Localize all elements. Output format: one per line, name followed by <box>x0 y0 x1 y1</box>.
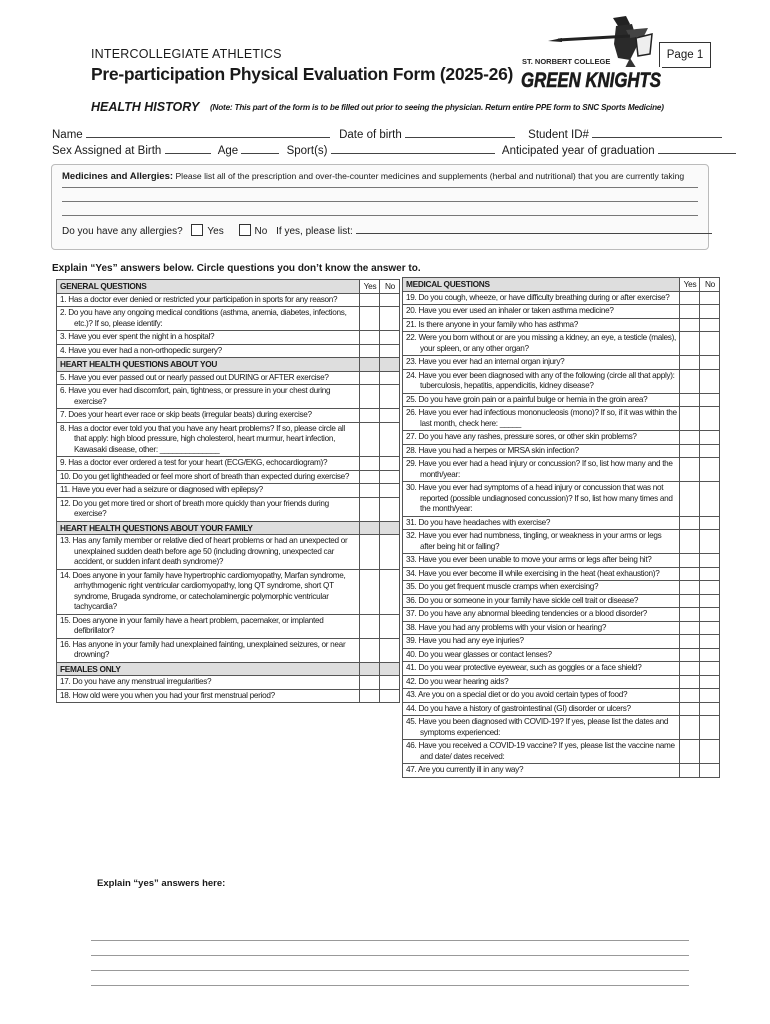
student-id-field[interactable] <box>592 137 722 138</box>
no-answer-cell[interactable] <box>380 457 400 471</box>
yes-answer-cell[interactable] <box>680 458 700 482</box>
question-row <box>57 409 400 423</box>
yes-answer-cell[interactable] <box>680 689 700 703</box>
logo-main-text: GREEN KNIGHTS <box>521 69 661 92</box>
no-answer-cell[interactable] <box>700 444 720 458</box>
no-answer-cell[interactable] <box>700 764 720 778</box>
no-answer-cell[interactable] <box>380 484 400 498</box>
question-text: 47. Are you currently ill in any way? <box>406 765 524 774</box>
header-blank-cell <box>360 521 380 535</box>
dob-field[interactable] <box>405 137 515 138</box>
yes-answer-cell[interactable] <box>680 393 700 407</box>
page-number: Page 1 <box>659 42 711 68</box>
no-answer-cell[interactable] <box>380 331 400 345</box>
logo-top-text: ST. NORBERT COLLEGE <box>522 57 611 66</box>
question-text: 43. Are you on a special diet or do you avoid certain types of food? <box>406 690 628 699</box>
section-header-label: GENERAL QUESTIONS <box>60 281 147 291</box>
section-header-row <box>403 278 720 292</box>
no-answer-cell[interactable] <box>380 535 400 570</box>
allergy-yes-checkbox[interactable] <box>191 224 203 236</box>
question-row <box>403 621 720 635</box>
question-row <box>57 293 400 307</box>
yes-answer-cell[interactable] <box>360 638 380 662</box>
header-blank-cell <box>380 521 400 535</box>
yes-answer-cell[interactable] <box>360 535 380 570</box>
section-header-row <box>57 280 400 294</box>
yes-answer-cell[interactable] <box>680 621 700 635</box>
green-knights-logo <box>518 14 664 92</box>
question-text: 19. Do you cough, wheeze, or have difficulty breathing during or after exercise? <box>406 292 670 302</box>
question-row <box>403 516 720 530</box>
no-answer-cell[interactable] <box>380 676 400 690</box>
question-text: 18. How old were you when you had your first menstrual period? <box>60 690 275 700</box>
graduation-label: Anticipated year of graduation <box>501 145 655 157</box>
no-answer-cell[interactable] <box>380 614 400 638</box>
question-row <box>403 689 720 703</box>
explain-line[interactable] <box>91 970 689 971</box>
yes-answer-cell[interactable] <box>680 764 700 778</box>
question-row <box>403 675 720 689</box>
yes-answer-cell[interactable] <box>360 422 380 457</box>
yes-answer-cell[interactable] <box>680 675 700 689</box>
explain-line[interactable] <box>91 985 689 986</box>
left-questions-table <box>56 279 400 703</box>
question-row <box>57 689 400 703</box>
question-text: 5. Have you ever passed out or nearly passed out DURING or AFTER exercise? <box>60 372 329 382</box>
header-blank-cell <box>380 662 400 676</box>
question-row <box>57 484 400 498</box>
question-row <box>403 594 720 608</box>
question-row <box>403 393 720 407</box>
medicines-label: Medicines and Allergies: <box>62 171 174 182</box>
question-text: 17. Do you have any menstrual irregularities? <box>60 677 212 686</box>
question-row <box>403 318 720 332</box>
no-column-header: No <box>700 278 720 292</box>
allergy-no-label: No <box>254 226 268 237</box>
no-answer-cell[interactable] <box>380 497 400 521</box>
no-answer-cell[interactable] <box>380 422 400 457</box>
question-row <box>403 305 720 319</box>
medicines-instructions: Please list all of the prescription and over-the-counter medicines and supplements (herbal and nutritional) that you are currently taking <box>175 171 685 181</box>
question-row <box>403 554 720 568</box>
sex-field[interactable] <box>165 153 211 154</box>
yes-answer-cell[interactable] <box>680 332 700 356</box>
allergy-question: Do you have any allergies? <box>62 226 183 237</box>
no-answer-cell[interactable] <box>700 648 720 662</box>
yes-answer-cell[interactable] <box>680 305 700 319</box>
question-row <box>57 457 400 471</box>
question-text: 29. Have you ever had a head injury or concussion? If so, list how many and the month/year: <box>406 459 673 479</box>
yes-answer-cell[interactable] <box>680 662 700 676</box>
section-header-label: FEMALES ONLY <box>60 663 121 674</box>
question-row <box>403 581 720 595</box>
no-answer-cell[interactable] <box>700 318 720 332</box>
no-answer-cell[interactable] <box>700 675 720 689</box>
question-text: 22. Were you born without or are you missing a kidney, an eye, a testicle (males), your spleen, or any other organ? <box>406 333 676 353</box>
yes-answer-cell[interactable] <box>680 702 700 716</box>
student-id-label: Student ID# <box>528 129 589 141</box>
no-answer-cell[interactable] <box>380 293 400 307</box>
question-text: 20. Have you ever used an inhaler or taken asthma medicine? <box>406 306 614 315</box>
question-row <box>403 716 720 740</box>
question-text: 12. Do you get more tired or short of breath more quickly than your friends during exercise? <box>60 498 329 518</box>
form-title: Pre-participation Physical Evaluation Form (2025-26) <box>91 64 514 84</box>
no-answer-cell[interactable] <box>700 458 720 482</box>
question-row <box>57 344 400 358</box>
question-row <box>403 369 720 393</box>
yes-column-header: Yes <box>360 280 380 294</box>
age-label: Age <box>217 145 239 157</box>
question-row <box>403 635 720 649</box>
medicine-line[interactable] <box>62 187 698 188</box>
yes-answer-cell[interactable] <box>680 318 700 332</box>
no-answer-cell[interactable] <box>700 621 720 635</box>
question-row <box>57 371 400 385</box>
yes-answer-cell[interactable] <box>360 689 380 703</box>
question-text: 39. Have you had any eye injuries? <box>406 636 524 645</box>
yes-answer-cell[interactable] <box>680 608 700 622</box>
identity-row-2 <box>52 145 736 157</box>
sports-label: Sport(s) <box>286 145 328 157</box>
question-row <box>403 291 720 305</box>
question-text: 4. Have you ever had a non-orthopedic surgery? <box>60 345 222 355</box>
question-text: 33. Have you ever been unable to move your arms or legs after being hit? <box>406 555 652 564</box>
right-questions-table <box>402 277 720 778</box>
no-answer-cell[interactable] <box>700 567 720 581</box>
header-blank-cell <box>360 662 380 676</box>
no-answer-cell[interactable] <box>700 702 720 716</box>
medicines-heading <box>62 171 684 182</box>
question-row <box>403 530 720 554</box>
no-answer-cell[interactable] <box>380 385 400 409</box>
question-row <box>403 740 720 764</box>
question-text: 3. Have you ever spent the night in a hospital? <box>60 332 215 341</box>
question-row <box>403 407 720 431</box>
yes-answer-cell[interactable] <box>360 331 380 345</box>
question-row <box>57 470 400 484</box>
yes-answer-cell[interactable] <box>680 431 700 445</box>
question-text: 6. Have you ever had discomfort, pain, tightness, or pressure in your chest during exercise? <box>60 386 331 406</box>
question-row <box>57 535 400 570</box>
explain-yes-label: Explain “yes” answers here: <box>97 878 226 889</box>
question-row <box>57 569 400 614</box>
question-row <box>57 638 400 662</box>
section-header-label: HEART HEALTH QUESTIONS ABOUT YOU <box>60 359 218 369</box>
no-answer-cell[interactable] <box>700 369 720 393</box>
question-text: 35. Do you get frequent muscle cramps when exercising? <box>406 582 599 591</box>
graduation-field[interactable] <box>658 153 736 154</box>
question-text: 37. Do you have any abnormal bleeding tendencies or a blood disorder? <box>406 609 648 618</box>
no-answer-cell[interactable] <box>380 638 400 662</box>
section-note: (Note: This part of the form is to be filled out prior to seeing the physician. Return entire PPE form to SNC Sports Medicine) <box>210 103 664 112</box>
no-answer-cell[interactable] <box>700 689 720 703</box>
no-answer-cell[interactable] <box>700 431 720 445</box>
question-text: 46. Have you received a COVID-19 vaccine? If yes, please list the vaccine name and date/ dates received: <box>406 741 675 761</box>
no-answer-cell[interactable] <box>380 371 400 385</box>
yes-column-header: Yes <box>680 278 700 292</box>
section-title: HEALTH HISTORY <box>91 100 200 114</box>
question-row <box>57 676 400 690</box>
question-text: 8. Has a doctor ever told you that you have any heart problems? If so, please circle all that apply: high blood pressure, high cholesterol, heart murmur, heart infection, Kawasaki disease, other: ______________ <box>60 423 345 454</box>
question-row <box>57 422 400 457</box>
no-answer-cell[interactable] <box>700 393 720 407</box>
yes-answer-cell[interactable] <box>360 470 380 484</box>
no-answer-cell[interactable] <box>700 516 720 530</box>
question-text: 2. Do you have any ongoing medical conditions (asthma, anemia, diabetes, infections, etc.)? If so, please identify: <box>60 308 347 328</box>
question-row <box>403 608 720 622</box>
no-answer-cell[interactable] <box>380 689 400 703</box>
yes-answer-cell[interactable] <box>360 385 380 409</box>
question-text: 32. Have you ever had numbness, tingling, or weakness in your arms or legs after being hit or falling? <box>406 531 662 551</box>
no-answer-cell[interactable] <box>380 307 400 331</box>
no-answer-cell[interactable] <box>700 581 720 595</box>
no-answer-cell[interactable] <box>700 356 720 370</box>
question-text: 16. Has anyone in your family had unexplained fainting, unexplained seizures, or near drowning? <box>60 639 346 659</box>
question-row <box>403 662 720 676</box>
yes-answer-cell[interactable] <box>680 516 700 530</box>
sex-label: Sex Assigned at Birth <box>52 145 162 157</box>
question-row <box>403 702 720 716</box>
question-text: 28. Have you had a herpes or MRSA skin infection? <box>406 445 579 455</box>
question-text: 27. Do you have any rashes, pressure sores, or other skin problems? <box>406 432 637 441</box>
allergy-list-field[interactable] <box>356 233 712 234</box>
question-row <box>403 482 720 517</box>
question-text: 26. Have you ever had infectious mononucleosis (mono)? If so, if it was within the last month, check here: _____ <box>406 408 677 428</box>
question-text: 1. Has a doctor ever denied or restricted your participation in sports for any reason? <box>60 294 338 304</box>
yes-answer-cell[interactable] <box>360 293 380 307</box>
question-row <box>57 307 400 331</box>
explain-instructions: Explain “Yes” answers below. Circle questions you don’t know the answer to. <box>52 263 421 274</box>
no-answer-cell[interactable] <box>380 409 400 423</box>
yes-answer-cell[interactable] <box>360 307 380 331</box>
question-text: 10. Do you get lightheaded or feel more short of breath than expected during exercise? <box>60 471 350 481</box>
question-text: 7. Does your heart ever race or skip beats (irregular beats) during exercise? <box>60 410 312 419</box>
sports-field[interactable] <box>331 153 495 154</box>
question-text: 24. Have you ever been diagnosed with any of the following (circle all that apply): tuberculosis, hepatitis, appendicitis, kidney disease? <box>406 370 675 390</box>
question-row <box>403 332 720 356</box>
yes-answer-cell[interactable] <box>680 567 700 581</box>
question-text: 30. Have you ever had symptoms of a head injury or concussion that was not reported (possible undiagnosed concussion)? If so, list how many times and the month/year: <box>406 483 673 513</box>
section-header-row <box>57 662 400 676</box>
no-answer-cell[interactable] <box>700 635 720 649</box>
no-answer-cell[interactable] <box>700 332 720 356</box>
identity-row-1 <box>52 129 722 141</box>
question-text: 25. Do you have groin pain or a painful bulge or hernia in the groin area? <box>406 394 648 404</box>
no-answer-cell[interactable] <box>700 594 720 608</box>
question-row <box>403 444 720 458</box>
question-text: 23. Have you ever had an internal organ injury? <box>406 357 565 366</box>
header-blank-cell <box>380 358 400 372</box>
no-answer-cell[interactable] <box>700 662 720 676</box>
question-text: 14. Does anyone in your family have hypertrophic cardiomyopathy, Marfan syndrome, arrhythmogenic right ventricular cardiomyopathy, long QT syndrome, short QT syndrome, Brugada syndrome, or catecholaminergic polymorphic ventricular tachycardia? <box>60 570 346 611</box>
no-answer-cell[interactable] <box>700 482 720 517</box>
explain-line[interactable] <box>91 940 689 941</box>
yes-answer-cell[interactable] <box>680 291 700 305</box>
question-text: 15. Does anyone in your family have a heart problem, pacemaker, or implanted defibrillator? <box>60 615 324 635</box>
question-row <box>57 614 400 638</box>
yes-answer-cell[interactable] <box>360 457 380 471</box>
question-row <box>403 431 720 445</box>
yes-answer-cell[interactable] <box>360 569 380 614</box>
question-row <box>57 331 400 345</box>
dob-label: Date of birth <box>339 129 402 141</box>
section-header-row <box>57 358 400 372</box>
no-answer-cell[interactable] <box>700 291 720 305</box>
question-text: 11. Have you ever had a seizure or diagnosed with epilepsy? <box>60 485 263 494</box>
section-header-row <box>57 521 400 535</box>
allergy-no-checkbox[interactable] <box>239 224 251 236</box>
yes-answer-cell[interactable] <box>680 356 700 370</box>
header-blank-cell <box>360 358 380 372</box>
yes-answer-cell[interactable] <box>360 371 380 385</box>
age-field[interactable] <box>241 153 279 154</box>
question-row <box>57 385 400 409</box>
yes-answer-cell[interactable] <box>360 484 380 498</box>
no-answer-cell[interactable] <box>700 608 720 622</box>
yes-answer-cell[interactable] <box>680 740 700 764</box>
yes-answer-cell[interactable] <box>680 444 700 458</box>
no-answer-cell[interactable] <box>700 554 720 568</box>
no-answer-cell[interactable] <box>700 716 720 740</box>
yes-answer-cell[interactable] <box>680 594 700 608</box>
no-answer-cell[interactable] <box>700 305 720 319</box>
question-row <box>403 458 720 482</box>
no-answer-cell[interactable] <box>700 530 720 554</box>
question-text: 44. Do you have a history of gastrointestinal (GI) disorder or ulcers? <box>406 703 631 713</box>
question-row <box>403 567 720 581</box>
question-row <box>57 497 400 521</box>
explain-line[interactable] <box>91 955 689 956</box>
question-text: 36. Do you or someone in your family have sickle cell trait or disease? <box>406 595 639 605</box>
question-row <box>403 764 720 778</box>
question-text: 21. Is there anyone in your family who has asthma? <box>406 319 579 329</box>
no-answer-cell[interactable] <box>380 470 400 484</box>
question-text: 13. Has any family member or relative died of heart problems or had an unexpected or unexplained sudden death before age 50 (including drowning, unexpected car accident, or sudden infant death syndrome)? <box>60 536 348 566</box>
question-row <box>403 356 720 370</box>
question-text: 9. Has a doctor ever ordered a test for your heart (ECG/EKG, echocardiogram)? <box>60 458 328 467</box>
question-text: 45. Have you been diagnosed with COVID-19? If yes, please list the dates and symptoms experienced: <box>406 717 669 737</box>
yes-answer-cell[interactable] <box>680 530 700 554</box>
yes-answer-cell[interactable] <box>680 554 700 568</box>
organization-label: INTERCOLLEGIATE ATHLETICS <box>91 47 282 61</box>
yes-answer-cell[interactable] <box>680 635 700 649</box>
question-text: 41. Do you wear protective eyewear, such as goggles or a face shield? <box>406 663 642 672</box>
question-text: 42. Do you wear hearing aids? <box>406 676 509 686</box>
yes-answer-cell[interactable] <box>680 716 700 740</box>
medicine-line[interactable] <box>62 201 698 202</box>
yes-answer-cell[interactable] <box>360 676 380 690</box>
name-label: Name <box>52 129 83 141</box>
yes-answer-cell[interactable] <box>680 482 700 517</box>
yes-answer-cell[interactable] <box>680 581 700 595</box>
question-row <box>403 648 720 662</box>
allergy-list-label: If yes, please list: <box>276 226 353 237</box>
name-field[interactable] <box>86 137 330 138</box>
yes-answer-cell[interactable] <box>360 497 380 521</box>
allergy-yes-label: Yes <box>207 226 224 237</box>
yes-answer-cell[interactable] <box>680 369 700 393</box>
no-answer-cell[interactable] <box>700 740 720 764</box>
medicine-line[interactable] <box>62 215 698 216</box>
yes-answer-cell[interactable] <box>360 344 380 358</box>
no-column-header: No <box>380 280 400 294</box>
yes-answer-cell[interactable] <box>680 407 700 431</box>
no-answer-cell[interactable] <box>380 344 400 358</box>
question-text: 40. Do you wear glasses or contact lenses? <box>406 649 552 659</box>
question-text: 38. Have you had any problems with your vision or hearing? <box>406 622 607 632</box>
question-text: 31. Do you have headaches with exercise? <box>406 517 551 527</box>
no-answer-cell[interactable] <box>700 407 720 431</box>
yes-answer-cell[interactable] <box>680 648 700 662</box>
no-answer-cell[interactable] <box>380 569 400 614</box>
yes-answer-cell[interactable] <box>360 409 380 423</box>
section-header-label: MEDICAL QUESTIONS <box>406 279 490 289</box>
section-header-label: HEART HEALTH QUESTIONS ABOUT YOUR FAMILY <box>60 522 253 533</box>
question-text: 34. Have you ever become ill while exercising in the heat (heat exhaustion)? <box>406 568 660 578</box>
allergy-row <box>62 224 712 237</box>
yes-answer-cell[interactable] <box>360 614 380 638</box>
